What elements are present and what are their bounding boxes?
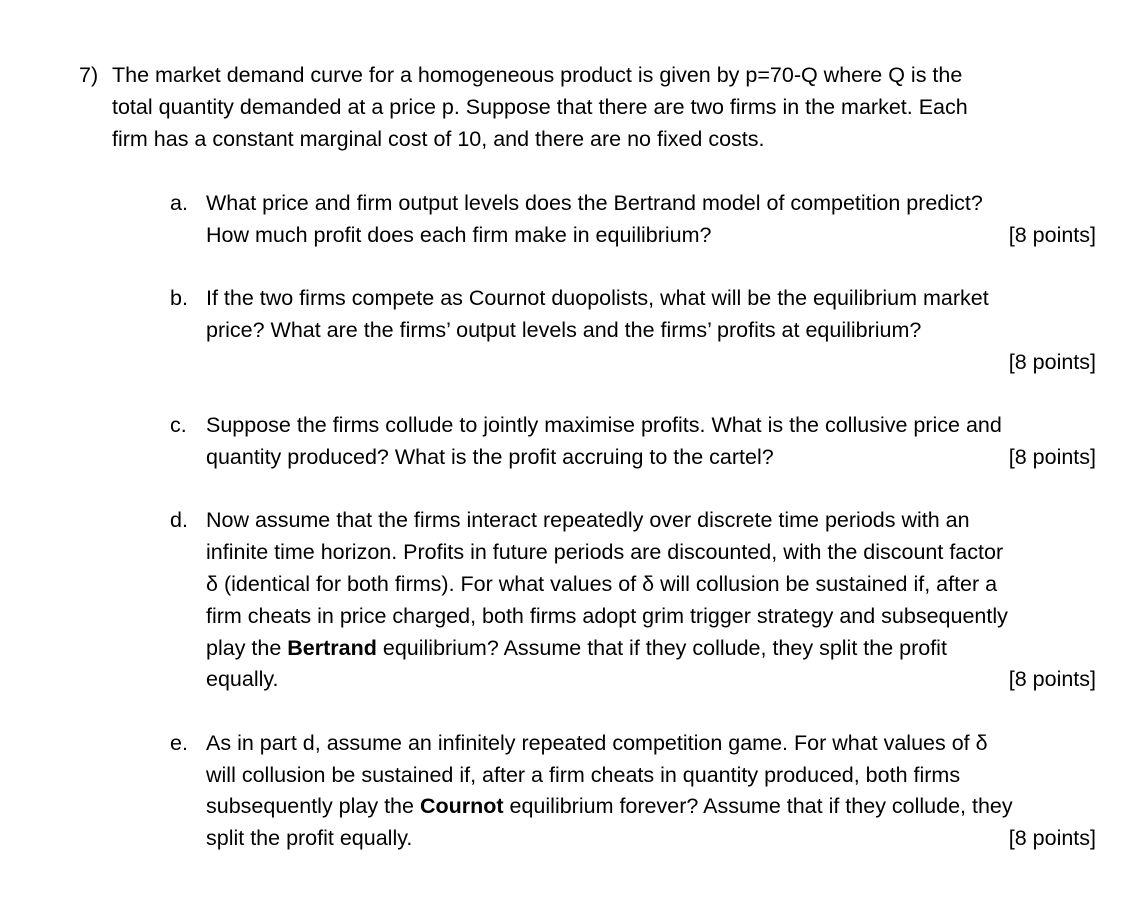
question-parts (170, 188, 1100, 887)
part-line: How much profit does each firm make in equilibrium? (206, 222, 712, 247)
points-label: [8 points] (1008, 222, 1096, 247)
part-line: will collusion be sustained if, after a firm cheats in quantity produced, both firms (206, 762, 961, 787)
part-letter: b. (170, 286, 188, 311)
part-line: Now assume that the firms interact repeatedly over discrete time periods with an (206, 508, 970, 533)
part-letter: e. (170, 730, 188, 755)
question-header (79, 60, 1119, 155)
part-c (170, 410, 1100, 474)
part-line: What price and firm output levels does the Bertrand model of competition predict? (206, 191, 983, 215)
text-segment: play the (206, 635, 288, 660)
question-stem (112, 60, 1077, 155)
points-row (206, 347, 1096, 379)
part-line-with-points (206, 442, 1096, 474)
part-line: δ (identical for both firms). For what values of δ will collusion be sustained if, after a (206, 571, 998, 596)
part-line: Suppose the firms collude to jointly maximise profits. What is the collusive price and (206, 413, 1002, 438)
text-segment: equilibrium forever? Assume that if they collude, they (503, 794, 1013, 819)
part-body (206, 283, 1096, 378)
part-line-with-points (206, 664, 1096, 696)
part-e (170, 728, 1100, 855)
part-line: infinite time horizon. Profits in future periods are discounted, with the discount factor (206, 540, 1004, 565)
part-body (206, 505, 1096, 696)
points-label: [8 points] (1008, 667, 1096, 692)
part-line: split the profit equally. (206, 826, 413, 851)
part-line: quantity produced? What is the profit accruing to the cartel? (206, 444, 774, 469)
text-segment: subsequently play the (206, 794, 420, 819)
part-line-with-points (206, 823, 1096, 855)
bold-term-bertrand: Bertrand (287, 635, 377, 660)
part-letter: c. (170, 413, 187, 438)
points-label: [8 points] (1008, 349, 1096, 374)
part-body (206, 728, 1096, 855)
part-letter: a. (170, 191, 188, 215)
question-number: 7) (79, 63, 99, 87)
part-body (206, 188, 1096, 252)
part-line: equally. (206, 667, 279, 692)
points-label: [8 points] (1008, 826, 1096, 851)
text-segment: equilibrium? Assume that if they collude, they split the profit (376, 635, 947, 660)
part-d (170, 505, 1100, 696)
part-line-with-points (206, 220, 1096, 252)
part-line: If the two firms compete as Cournot duopolists, what will be the equilibrium market (206, 286, 989, 311)
question-stem-line: total quantity demanded at a price p. Suppose that there are two firms in the market. Each (112, 94, 968, 119)
part-letter: d. (170, 508, 188, 533)
question-stem-line: firm has a constant marginal cost of 10, and there are no fixed costs. (112, 126, 765, 151)
part-line (206, 633, 1096, 665)
part-line (206, 791, 1096, 823)
points-label: [8 points] (1008, 444, 1096, 469)
part-line: firm cheats in price charged, both firms adopt grim trigger strategy and subsequently (206, 603, 1008, 628)
bold-term-cournot: Cournot (419, 794, 504, 819)
part-line: As in part d, assume an infinitely repeated competition game. For what values of δ (206, 730, 988, 755)
part-a (170, 188, 1100, 252)
question-stem-line: The market demand curve for a homogeneous product is given by p=70-Q where Q is the (112, 63, 963, 87)
part-b (170, 283, 1100, 378)
part-body (206, 410, 1096, 474)
part-line: price? What are the firms’ output levels and the firms’ profits at equilibrium? (206, 317, 922, 342)
question-7 (79, 60, 1119, 155)
